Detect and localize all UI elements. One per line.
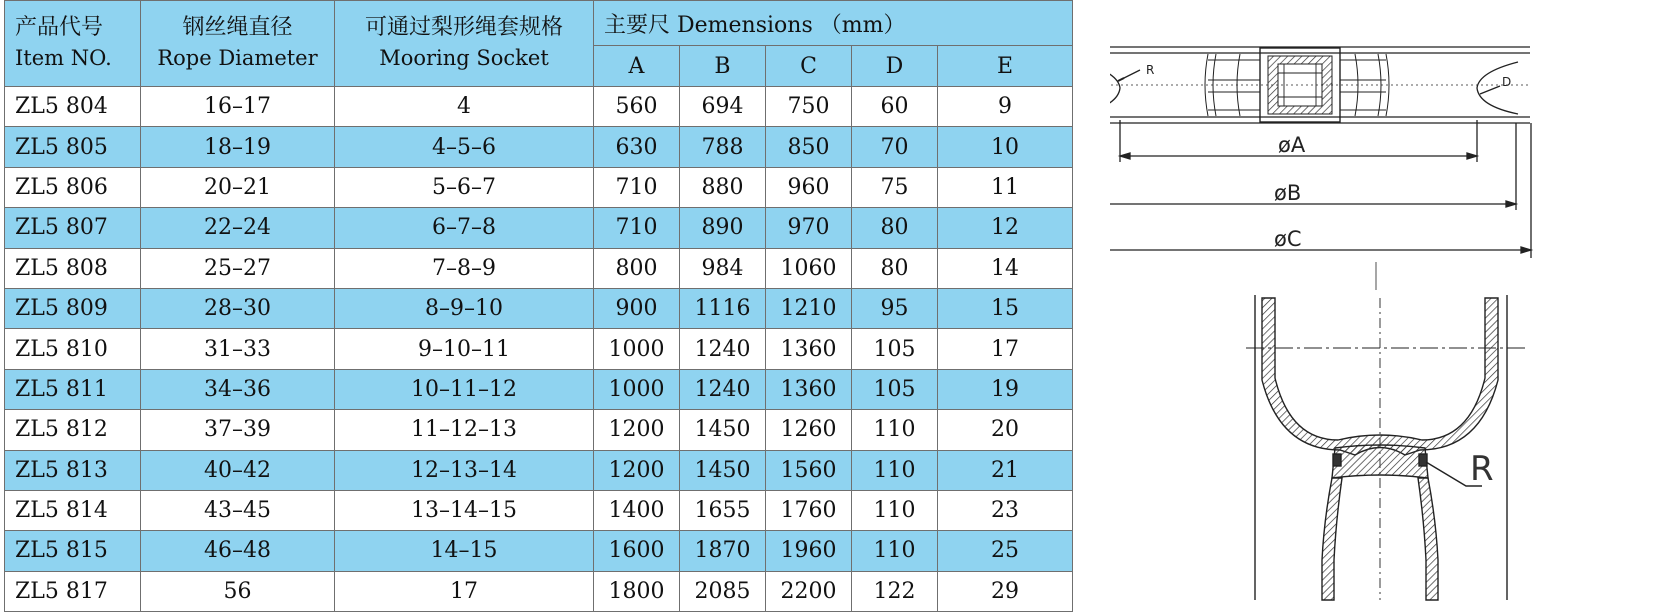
label-d: D	[1502, 75, 1512, 89]
rope-diameter-cell: 25–27	[141, 248, 335, 288]
table-row	[5, 531, 1073, 571]
dim-d-cell: 105	[852, 329, 938, 369]
header-dimensions-cn: 主要尺	[604, 12, 671, 38]
item-cell: ZL5 808	[5, 248, 141, 288]
dim-d-cell: 75	[852, 167, 938, 207]
left-bowl-curve	[1110, 62, 1120, 114]
table-row	[5, 490, 1073, 530]
dim-a-cell: 1600	[594, 531, 680, 571]
mooring-socket-cell: 14–15	[335, 531, 594, 571]
dim-d-cell: 122	[852, 571, 938, 611]
dim-a-cell: 900	[594, 288, 680, 328]
dim-b-cell: 694	[680, 87, 766, 127]
label-r-top: R	[1146, 63, 1155, 77]
table-row	[5, 127, 1073, 167]
dim-e-cell: 11	[938, 167, 1073, 207]
mooring-socket-cell: 8–9–10	[335, 288, 594, 328]
dim-b-cell: 1655	[680, 490, 766, 530]
dim-c-cell: 1060	[766, 248, 852, 288]
mooring-socket-cell: 6–7–8	[335, 208, 594, 248]
dim-b-cell: 1450	[680, 410, 766, 450]
table-row	[5, 288, 1073, 328]
item-cell: ZL5 807	[5, 208, 141, 248]
dim-c-cell: 1960	[766, 531, 852, 571]
dim-a-cell: 1800	[594, 571, 680, 611]
dim-a-cell: 710	[594, 208, 680, 248]
item-cell: ZL5 810	[5, 329, 141, 369]
mooring-socket-cell: 7–8–9	[335, 248, 594, 288]
dim-c-cell: 1560	[766, 450, 852, 490]
mooring-socket-cell: 9–10–11	[335, 329, 594, 369]
mooring-socket-cell: 17	[335, 571, 594, 611]
dim-c-cell: 850	[766, 127, 852, 167]
rope-diameter-cell: 31–33	[141, 329, 335, 369]
header-rope-cn: 钢丝绳直径	[182, 14, 293, 40]
table-row	[5, 87, 1073, 127]
dim-b-cell: 1870	[680, 531, 766, 571]
dim-e-cell: 19	[938, 369, 1073, 409]
item-cell: ZL5 813	[5, 450, 141, 490]
rope-diameter-cell: 20–21	[141, 167, 335, 207]
mooring-socket-cell: 4–5–6	[335, 127, 594, 167]
diagrams	[1110, 0, 1656, 610]
header-dim-a: A	[594, 46, 680, 87]
header-dim-c: C	[766, 46, 852, 87]
table-row	[5, 571, 1073, 611]
mooring-socket-cell: 5–6–7	[335, 167, 594, 207]
item-cell: ZL5 811	[5, 369, 141, 409]
dim-b-cell: 890	[680, 208, 766, 248]
dim-a-cell: 800	[594, 248, 680, 288]
neck-left-wall	[1322, 478, 1342, 600]
neck-inner	[1332, 445, 1428, 478]
table-row	[5, 329, 1073, 369]
dim-a-cell: 1000	[594, 329, 680, 369]
dim-c-cell: 1360	[766, 329, 852, 369]
header-dim-e: E	[938, 46, 1073, 87]
bottom-diagram	[1246, 295, 1526, 600]
header-dimensions	[594, 1, 1073, 46]
rope-diameter-cell: 43–45	[141, 490, 335, 530]
dim-e-cell: 9	[938, 87, 1073, 127]
rope-diameter-cell: 56	[141, 571, 335, 611]
neck-right-wall	[1418, 478, 1438, 600]
dim-d-cell: 70	[852, 127, 938, 167]
label-c: øC	[1274, 227, 1302, 251]
dim-d-cell: 80	[852, 248, 938, 288]
dim-d-cell: 110	[852, 531, 938, 571]
header-socket-cn: 可通过梨形绳套规格	[364, 14, 563, 40]
mooring-socket-cell: 12–13–14	[335, 450, 594, 490]
dim-line-b	[1110, 123, 1516, 210]
dim-e-cell: 20	[938, 410, 1073, 450]
dim-d-cell: 60	[852, 87, 938, 127]
mooring-socket-cell: 11–12–13	[335, 410, 594, 450]
dim-c-cell: 1210	[766, 288, 852, 328]
table-row	[5, 208, 1073, 248]
dim-a-cell: 1400	[594, 490, 680, 530]
rope-diameter-cell: 37–39	[141, 410, 335, 450]
mooring-socket-cell: 4	[335, 87, 594, 127]
table-body	[5, 87, 1073, 612]
header-mooring-socket	[335, 1, 594, 87]
dim-d-cell: 105	[852, 369, 938, 409]
dim-e-cell: 10	[938, 127, 1073, 167]
dim-c-cell: 750	[766, 87, 852, 127]
dim-c-cell: 1260	[766, 410, 852, 450]
label-a: øA	[1278, 133, 1306, 157]
item-cell: ZL5 809	[5, 288, 141, 328]
dim-e-cell: 25	[938, 531, 1073, 571]
label-r-bottom: R	[1470, 449, 1494, 489]
dim-e-cell: 14	[938, 248, 1073, 288]
item-cell: ZL5 805	[5, 127, 141, 167]
dim-d-cell: 95	[852, 288, 938, 328]
dim-b-cell: 1240	[680, 329, 766, 369]
header-dim-b: B	[680, 46, 766, 87]
item-cell: ZL5 804	[5, 87, 141, 127]
dim-e-cell: 23	[938, 490, 1073, 530]
header-item-cn: 产品代号	[15, 14, 104, 40]
item-cell: ZL5 814	[5, 490, 141, 530]
table-row	[5, 450, 1073, 490]
dim-b-cell: 1240	[680, 369, 766, 409]
dim-a-cell: 630	[594, 127, 680, 167]
dim-e-cell: 29	[938, 571, 1073, 611]
rope-diameter-cell: 16–17	[141, 87, 335, 127]
rope-diameter-cell: 46–48	[141, 531, 335, 571]
rope-diameter-cell: 28–30	[141, 288, 335, 328]
rope-diameter-cell: 40–42	[141, 450, 335, 490]
d-leader	[1480, 86, 1500, 94]
dim-c-cell: 1360	[766, 369, 852, 409]
dim-c-cell: 960	[766, 167, 852, 207]
mooring-socket-cell: 10–11–12	[335, 369, 594, 409]
table-row	[5, 410, 1073, 450]
dim-c-cell: 1760	[766, 490, 852, 530]
dim-b-cell: 1116	[680, 288, 766, 328]
rope-diameter-cell: 22–24	[141, 208, 335, 248]
dim-d-cell: 110	[852, 490, 938, 530]
dim-a-cell: 1000	[594, 369, 680, 409]
dim-a-cell: 710	[594, 167, 680, 207]
dim-e-cell: 21	[938, 450, 1073, 490]
rope-diameter-cell: 34–36	[141, 369, 335, 409]
top-diagram	[1110, 47, 1531, 290]
dim-d-cell: 80	[852, 208, 938, 248]
dim-d-cell: 110	[852, 450, 938, 490]
header-item-en: Item NO.	[15, 45, 112, 70]
dim-e-cell: 15	[938, 288, 1073, 328]
header-rope-en: Rope Diameter	[157, 45, 318, 70]
dim-d-cell: 110	[852, 410, 938, 450]
item-cell: ZL5 817	[5, 571, 141, 611]
rope-diameter-cell: 18–19	[141, 127, 335, 167]
dim-a-cell: 560	[594, 87, 680, 127]
dim-a-cell: 1200	[594, 450, 680, 490]
mooring-socket-cell: 13–14–15	[335, 490, 594, 530]
header-dim-d: D	[852, 46, 938, 87]
dim-c-cell: 970	[766, 208, 852, 248]
dim-a-cell: 1200	[594, 410, 680, 450]
item-cell: ZL5 815	[5, 531, 141, 571]
right-bowl-curve	[1477, 62, 1518, 114]
dim-c-cell: 2200	[766, 571, 852, 611]
dim-line-c	[1110, 123, 1531, 258]
item-cell: ZL5 812	[5, 410, 141, 450]
header-rope-diameter	[141, 1, 335, 87]
table-row	[5, 248, 1073, 288]
dim-e-cell: 17	[938, 329, 1073, 369]
dim-b-cell: 1450	[680, 450, 766, 490]
header-item-number	[5, 1, 141, 87]
dim-b-cell: 2085	[680, 571, 766, 611]
dim-b-cell: 788	[680, 127, 766, 167]
dim-b-cell: 984	[680, 248, 766, 288]
dim-e-cell: 12	[938, 208, 1073, 248]
table-row	[5, 369, 1073, 409]
label-b: øB	[1274, 181, 1302, 205]
item-cell: ZL5 806	[5, 167, 141, 207]
table-row	[5, 167, 1073, 207]
dim-b-cell: 880	[680, 167, 766, 207]
spec-table	[4, 0, 1073, 612]
header-dimensions-en: Demensions （mm）	[677, 12, 906, 38]
header-socket-en: Mooring Socket	[379, 45, 549, 70]
